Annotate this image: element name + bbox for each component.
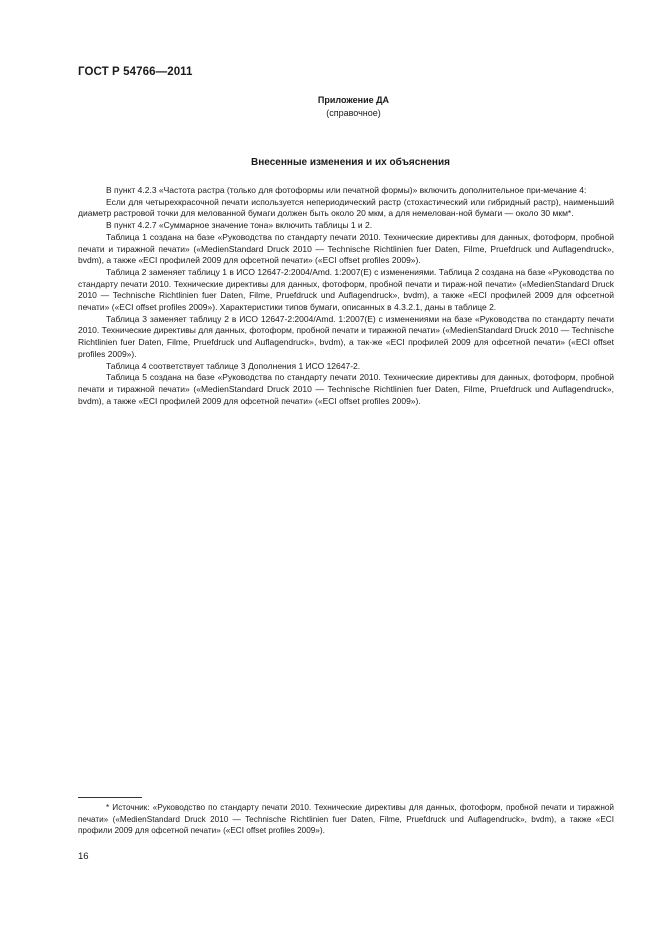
section-title: Внесенные изменения и их объяснения — [251, 157, 450, 168]
paragraph: Таблица 2 заменяет таблицу 1 в ИСО 12647-2:2004/Amd. 1:2007(E) с изменениями. Таблица 2 создана на базе «Руководства по стандарту печати 2010. Технические директивы для данных, фотоформ, пробной печати и тираж-ной печати» («MedienStandard Druck 2010 — Technische Richtlinien fuer Daten, Filme, Pruefdruck und Auflagendruck», bvdm), а также «ECI профилей 2009 для офсетной печати» («ECI offset profiles 2009»). Характеристики типов бумаги, описанных в 4.3.2.1, даны в таблице 2. — [78, 266, 614, 313]
appendix-subtitle: (справочное) — [326, 108, 381, 118]
footnote-separator — [78, 797, 142, 798]
paragraph: Таблица 1 создана на базе «Руководства по стандарту печати 2010. Технические директивы для данных, фотоформ, пробной печати и тиражной печати» («MedienStandard Druck 2010 — Technische Richtlinien fuer Daten, Filme, Pruefdruck und Auflagendruck», bvdm), а также «ECI профилей 2009 для офсетной печати» («ECI offset profiles 2009»). — [78, 231, 614, 266]
page-number: 16 — [78, 851, 89, 862]
body-text — [78, 185, 614, 407]
paragraph: Таблица 4 соответствует таблице 3 Дополнения 1 ИСО 12647-2. — [106, 360, 361, 371]
footnote-text: * Источник: «Руководство по стандарту печати 2010. Технические директивы для данных, фотоформ, пробной печати и тиражной печати» («MedienStandard Druck 2010 — Technische Richtlinien fuer Daten, Filme, Pruefdruck und Auflagendruck», bvdm), а также «ECI профили 2009 для офсетной печати» («ECI offset profiles 2009»). — [78, 803, 614, 836]
paragraph: Таблица 3 заменяет таблицу 2 в ИСО 12647-2:2004/Amd. 1:2007(E) с изменениями на базе «Руководства по стандарту печати 2010. Технические директивы для данных, фотоформ, пробной печати и тиражной печати» («MedienStandard Druck 2010 — Technische Richtlinien fuer Daten, Filme, Pruefdruck und Auflagendruck», bvdm), а так-же «ECI профилей 2009 для офсетной печати» («ECI offset profiles 2009»). — [78, 313, 614, 359]
paragraph: В пункт 4.2.7 «Суммарное значение тона» включить таблицы 1 и 2. — [106, 220, 373, 231]
paragraph: Таблица 5 создана на базе «Руководства по стандарту печати 2010. Технические директивы для данных, фотоформ, пробной печати и тиражной печати» («MedienStandard Druck 2010 — Technische Richtlinien fuer Daten, Filme, Pruefdruck und Auflagendruck», bvdm), а также «ECI профилей 2009 для офсетной печати» («ECI offset profiles 2009»). — [78, 372, 614, 406]
paragraph: Если для четырехкрасочной печати используется непериодический растр (стохастический или гибридный растр), наименьший диаметр растровой точки для мелованной бумаги должен быть около 20 мкм, а для немелован-ной бумаги — около 30 мкм*. — [78, 196, 614, 219]
paragraph: В пункт 4.2.3 «Частота растра (только для фотоформы или печатной формы)» включить дополнительное при-мечание 4: — [106, 185, 587, 195]
footnote — [78, 802, 614, 837]
standard-designation: ГОСТ Р 54766—2011 — [78, 66, 193, 78]
appendix-title: Приложение ДА — [317, 95, 390, 105]
